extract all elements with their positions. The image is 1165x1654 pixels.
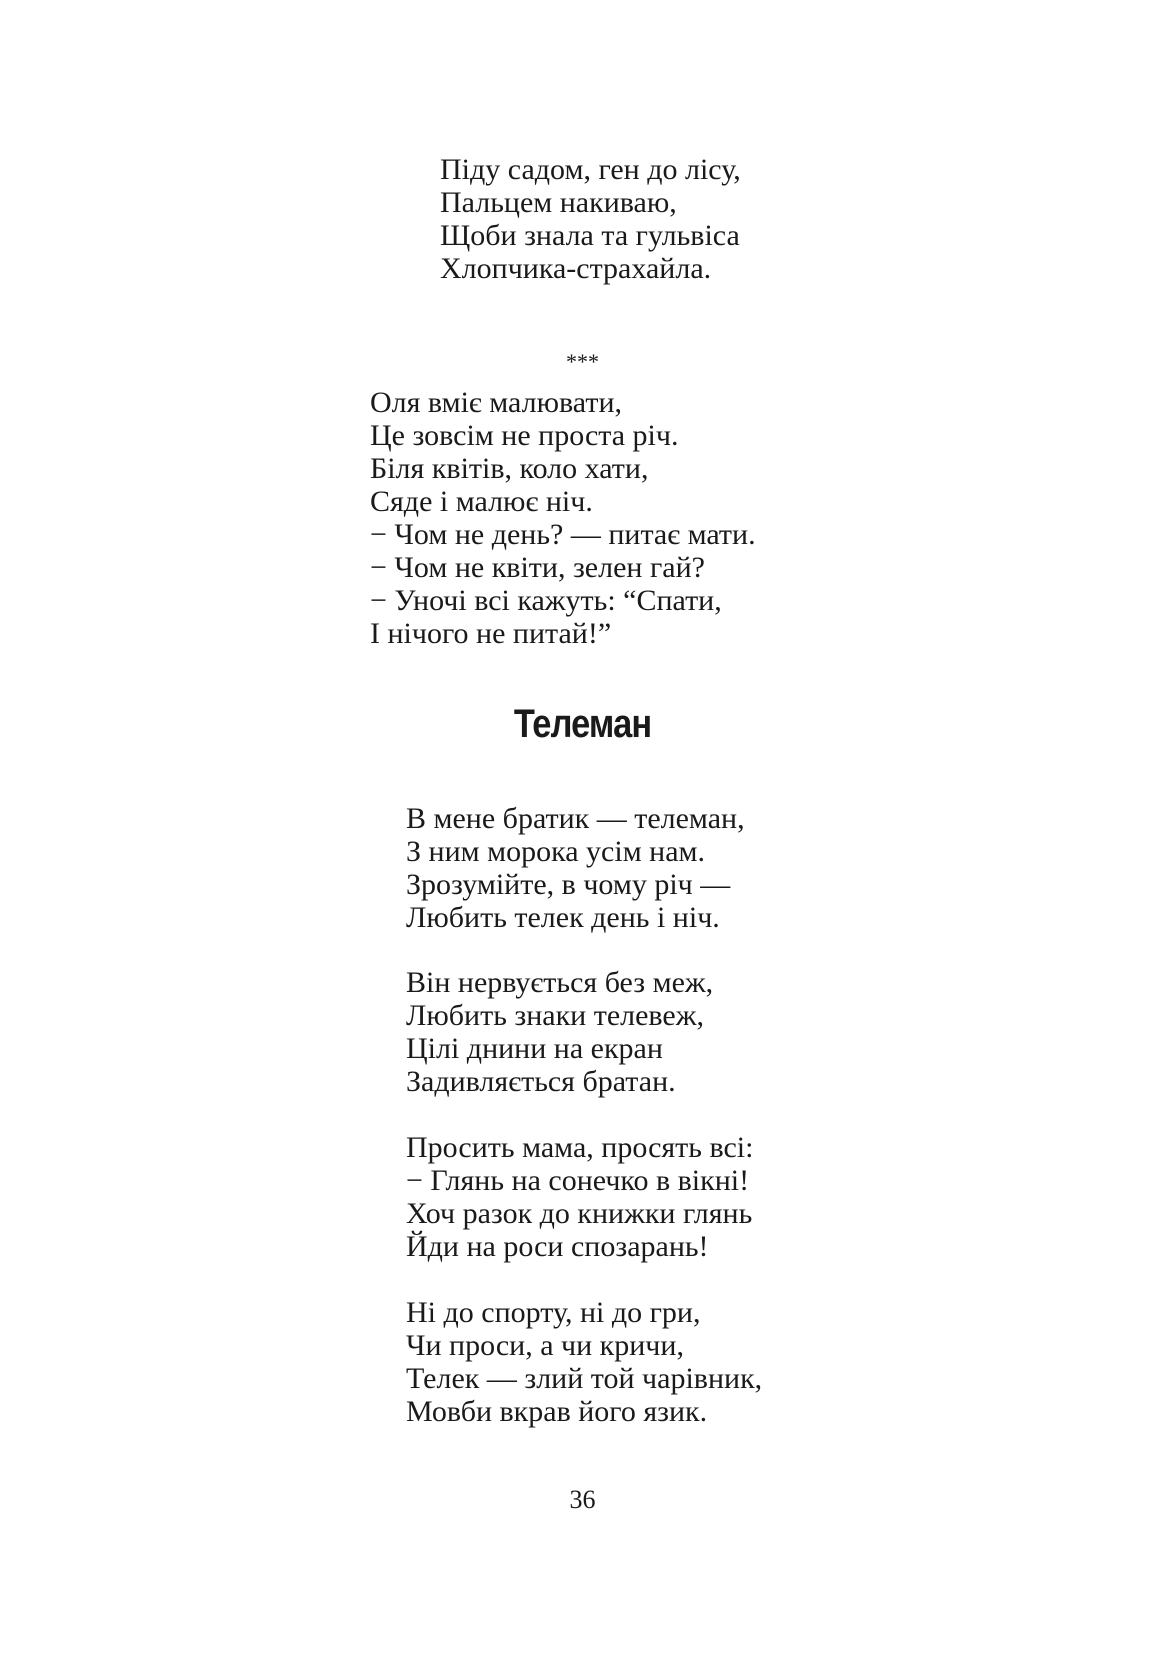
poem-line: Цілі днини на екран xyxy=(406,1032,663,1065)
poem-stanza xyxy=(406,1296,762,1428)
poem-line: Він нервується без меж, xyxy=(406,966,714,999)
poem-line: Хоч разок до книжки глянь xyxy=(406,1197,753,1230)
poem-line: Просить мама, просять всі: xyxy=(406,1131,754,1164)
poem-line: − Уночі всі кажуть: “Спати, xyxy=(370,584,722,617)
poem-line: Це зовсім не проста річ. xyxy=(370,419,679,452)
poem-line: Любить знаки телевеж, xyxy=(406,999,704,1032)
poem-line: З ним морока усім нам. xyxy=(406,835,706,868)
poem-stanza-olya xyxy=(370,386,756,650)
poem-line: Пальцем накиваю, xyxy=(440,186,677,219)
poem-line: Чи проси, а чи кричи, xyxy=(406,1329,684,1362)
poem-stanza-top xyxy=(440,153,741,285)
poem-line: − Чом не квіти, зелен гай? xyxy=(370,551,705,584)
poem-line: І нічого не питай!” xyxy=(370,617,612,650)
poem-line: Телек — злий той чарівник, xyxy=(406,1362,763,1395)
poem-line: − Чом не день? — питає мати. xyxy=(370,518,756,551)
poem-line: Ні до спорту, ні до гри, xyxy=(406,1296,701,1329)
poem-line: Хлопчика-страхайла. xyxy=(440,252,712,285)
poem-line: Мовби вкрав його язик. xyxy=(406,1395,708,1428)
poem-line: − Глянь на сонечко в вікні! xyxy=(406,1164,750,1197)
poem-line: Піду садом, ген до лісу, xyxy=(440,153,741,186)
page-number: 36 xyxy=(569,1485,596,1514)
poem-line: Зрозумійте, в чому річ — xyxy=(406,868,731,901)
poem-separator: *** xyxy=(566,349,599,374)
poem-line: Оля вміє малювати, xyxy=(370,386,622,419)
poem-stanza xyxy=(406,802,745,934)
poem-stanza xyxy=(406,966,713,1098)
poem-line: Любить телек день і ніч. xyxy=(406,901,720,934)
poem-line: Сяде і малює ніч. xyxy=(370,485,593,518)
poem-line: В мене братик — телеман, xyxy=(406,802,745,835)
poem-title: Телеман xyxy=(513,702,652,746)
poem-line: Щоби знала та гульвіса xyxy=(440,219,740,252)
poem-line: Йди на роси спозарань! xyxy=(406,1230,709,1263)
poem-line: Задивляється братан. xyxy=(406,1065,676,1098)
poem-line: Біля квітів, коло хати, xyxy=(370,452,649,485)
poem-stanza xyxy=(406,1131,753,1263)
